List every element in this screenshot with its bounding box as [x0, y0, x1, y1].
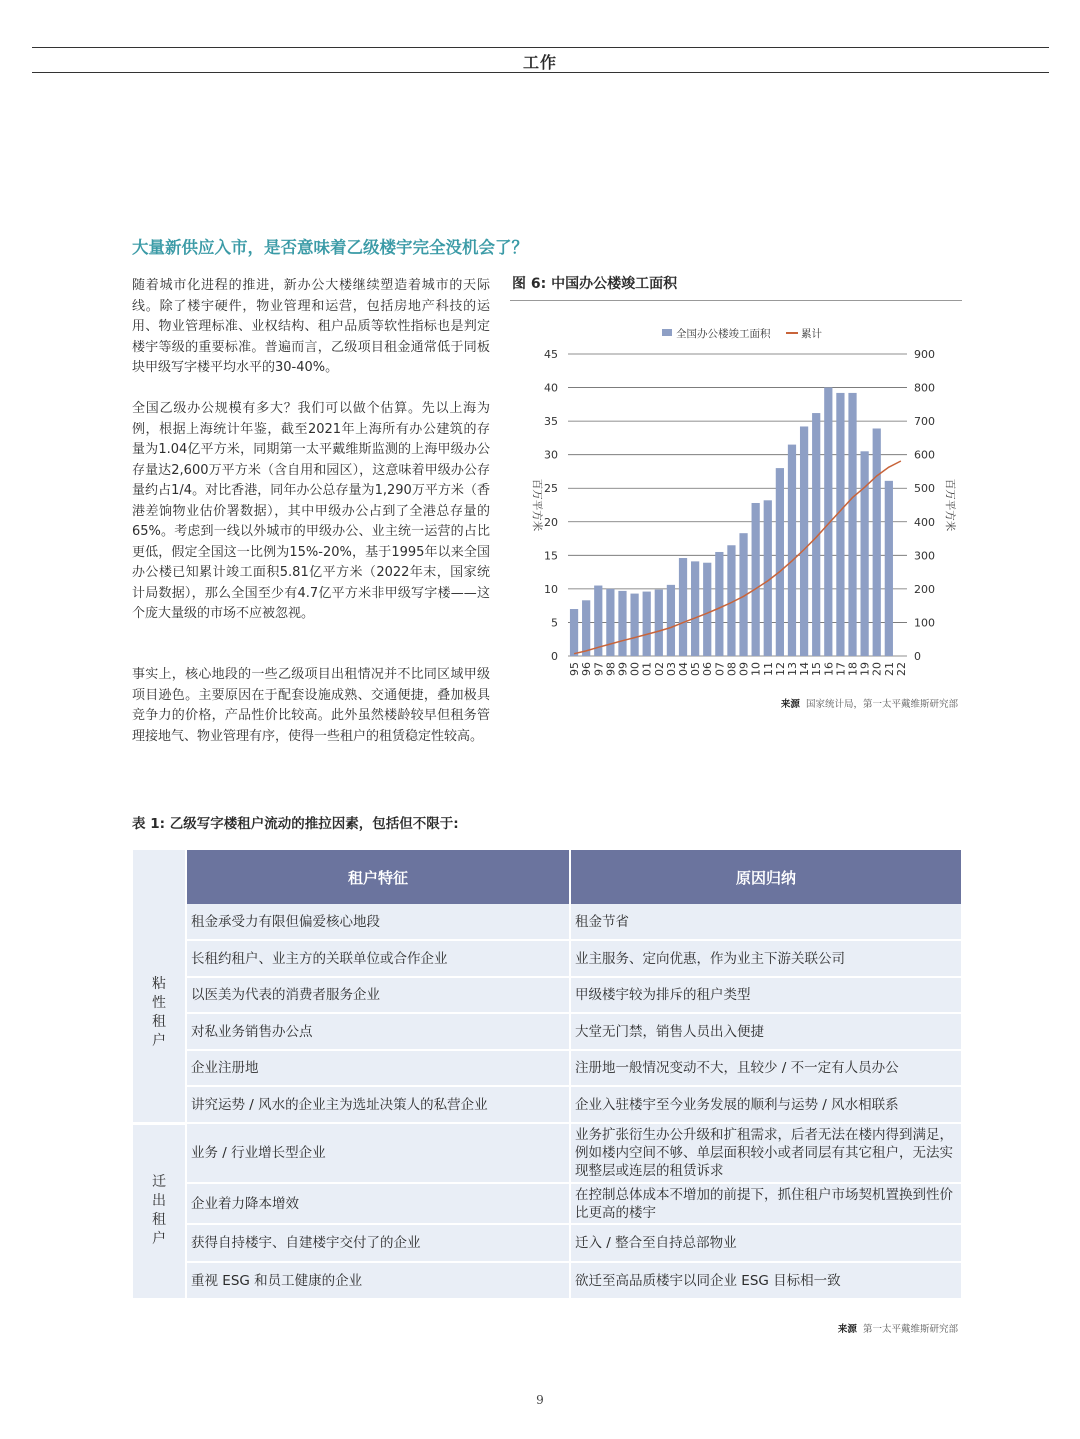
x-tick-label: 98 — [604, 662, 618, 676]
table-row — [133, 1183, 962, 1224]
bar-21 — [885, 481, 893, 656]
y-tick-label-right: 600 — [914, 448, 935, 462]
table-row — [133, 1262, 962, 1299]
header-rule-top — [32, 47, 1049, 48]
table-header-row — [133, 850, 962, 904]
x-tick-label: 15 — [810, 662, 824, 676]
bar-14 — [800, 426, 808, 656]
table-cell-reason: 租金节省 — [570, 904, 962, 940]
table-cell-feature: 长租约租户、业主方的关联单位或合作企业 — [186, 940, 570, 977]
bar-17 — [836, 393, 844, 656]
table-cell-reason: 企业入驻楼宇至今业务发展的顺利与运势 / 风水相联系 — [570, 1086, 962, 1123]
office-completion-chart — [510, 318, 962, 690]
legend-bar-swatch — [662, 329, 672, 336]
table-row — [133, 1086, 962, 1123]
x-tick-label: 99 — [616, 662, 630, 676]
table-cell-feature: 企业注册地 — [186, 1050, 570, 1086]
table-source-text: 第一太平戴维斯研究部 — [862, 1324, 958, 1335]
figure-rule — [510, 300, 962, 301]
x-tick-label: 21 — [882, 662, 896, 676]
y-tick-label-right: 300 — [914, 549, 935, 563]
x-tick-label: 22 — [894, 662, 908, 676]
bar-05 — [691, 561, 699, 656]
body-paragraph-2: 全国乙级办公规模有多大？我们可以做个估算。先以上海为例，根据上海统计年鉴，截至2021年上海所有办公建筑的存量为1.04亿平方米，同期第一太平戴维斯监测的上海甲级办公存量达2,600万平方米（含自用和园区），这意味着甲级办公存量约占1/4。对比香港，同年办公总存量为1,290万平方米（香港差饷物业估价署数据），其中甲级办公占到了全港总存量的65%。考虑到一线以外城市的甲级办公、业主统一运营的占比更低，假定全国这一比例为15%-20%，基于1995年以来全国办公楼已知累计竣工面积5.81亿平方米（2022年末，国家统计局数据），那么全国至少有4.7亿平方米非甲级写字楼——这个庞大量级的市场不应被忽视。 — [132, 401, 490, 621]
table-header-tenant-feature: 租户特征 — [186, 850, 570, 904]
table-cell-feature: 以医美为代表的消费者服务企业 — [186, 977, 570, 1013]
table-cell-feature: 讲究运势 / 风水的企业主为选址决策人的私营企业 — [186, 1086, 570, 1123]
y-tick-label-left: 20 — [544, 515, 558, 529]
x-tick-label: 12 — [773, 662, 787, 676]
figure-title: 图 6: 中国办公楼竣工面积 — [512, 276, 678, 292]
y-tick-label-right: 900 — [914, 348, 935, 361]
bar-10 — [752, 503, 760, 656]
y-tick-label-right: 500 — [914, 482, 935, 496]
figure-source — [781, 696, 958, 710]
x-tick-label: 97 — [592, 662, 606, 676]
table-cell-reason: 注册地一般情况变动不大，且较少 / 不一定有人员办公 — [570, 1050, 962, 1086]
table-row — [133, 977, 962, 1013]
table-cell-feature: 获得自持楼宇、自建楼宇交付了的企业 — [186, 1224, 570, 1262]
section-heading: 大量新供应入市，是否意味着乙级楼宇完全没机会了？ — [132, 238, 528, 257]
page-number: 9 — [536, 1393, 544, 1407]
table-cell-feature: 租金承受力有限但偏爱核心地段 — [186, 904, 570, 940]
bar-00 — [630, 594, 638, 656]
y-tick-label-left: 0 — [551, 650, 558, 663]
bar-99 — [618, 591, 626, 656]
table-source-label: 来源 — [837, 1324, 857, 1335]
bar-97 — [594, 586, 602, 656]
table-row — [133, 940, 962, 977]
table-cell-reason: 大堂无门禁，销售人员出入便捷 — [570, 1013, 962, 1050]
table-row — [133, 904, 962, 940]
x-tick-label: 20 — [870, 662, 884, 676]
x-tick-label: 14 — [798, 662, 812, 676]
x-tick-label: 05 — [689, 662, 703, 676]
x-tick-label: 02 — [652, 662, 666, 676]
group-label-moving-out-tenants: 迁 出 租 户 — [133, 1123, 186, 1299]
x-tick-label: 03 — [664, 662, 678, 676]
x-tick-label: 17 — [834, 662, 848, 676]
table-cell-feature: 企业着力降本增效 — [186, 1183, 570, 1224]
x-tick-label: 11 — [761, 662, 775, 676]
figure-source-text: 国家统计局，第一太平戴维斯研究部 — [805, 699, 958, 710]
bar-07 — [715, 552, 723, 656]
y-tick-label-right: 700 — [914, 415, 935, 429]
x-tick-label: 01 — [640, 662, 654, 676]
x-tick-label: 95 — [568, 662, 582, 676]
y-tick-label-left: 5 — [551, 616, 558, 630]
x-tick-label: 04 — [677, 662, 691, 676]
y-tick-label-left: 15 — [544, 549, 558, 563]
x-tick-label: 19 — [858, 662, 872, 676]
bar-95 — [570, 609, 578, 656]
x-tick-label: 96 — [580, 662, 594, 676]
x-tick-label: 06 — [701, 662, 715, 676]
table-header-reason: 原因归纳 — [570, 850, 962, 904]
body-paragraph-1: 随着城市化进程的推进，新办公大楼继续塑造着城市的天际线。除了楼宇硬件，物业管理和运营，包括房地产科技的运用、物业管理标准、业权结构、租户品质等软性指标也是判定楼宇等级的重要标准。普遍而言，乙级项目租金通常低于同板块甲级写字楼平均水平的30-40%。 — [132, 278, 490, 375]
body-paragraph-3: 事实上，核心地段的一些乙级项目出租情况并不比同区域甲级项目逊色。主要原因在于配套设施成熟、交通便捷，叠加极具竞争力的价格，产品性价比较高。此外虽然楼龄较早但租务管理接地气、物业管理有序，使得一些租户的租赁稳定性较高。 — [132, 667, 490, 744]
bar-20 — [873, 428, 881, 656]
bar-19 — [861, 451, 869, 656]
y-tick-label-right: 100 — [914, 616, 935, 630]
x-tick-label: 18 — [846, 662, 860, 676]
table-source — [838, 1321, 958, 1335]
bar-02 — [655, 590, 663, 656]
table-cell-reason: 迁入 / 整合至自持总部物业 — [570, 1224, 962, 1262]
bar-12 — [776, 468, 784, 656]
y-tick-label-left: 45 — [544, 348, 558, 361]
y-tick-label-left: 10 — [544, 582, 558, 596]
bar-98 — [606, 589, 614, 656]
table-header-corner — [133, 850, 186, 904]
table-cell-reason: 欲迁至高品质楼宇以同企业 ESG 目标相一致 — [570, 1262, 962, 1299]
x-tick-label: 07 — [713, 662, 727, 676]
bar-13 — [788, 445, 796, 656]
table-cell-feature: 重视 ESG 和员工健康的企业 — [186, 1262, 570, 1299]
table-cell-reason: 甲级楼宇较为排斥的租户类型 — [570, 977, 962, 1013]
bar-06 — [703, 563, 711, 656]
figure-source-label: 来源 — [780, 699, 800, 710]
table-cell-reason: 业务扩张衍生办公升级和扩租需求，后者无法在楼内得到满足，例如楼内空间不够、单层面积较小或者同层有其它租户，无法实现整层或连层的租赁诉求 — [570, 1123, 962, 1183]
bar-04 — [679, 558, 687, 656]
bar-01 — [643, 592, 651, 656]
x-tick-label: 09 — [737, 662, 751, 676]
x-tick-label: 10 — [749, 662, 763, 676]
table-row — [133, 1050, 962, 1086]
x-tick-label: 00 — [628, 662, 642, 676]
tenant-factors-table — [133, 850, 963, 1301]
table-cell-reason: 业主服务、定向优惠，作为业主下游关联公司 — [570, 940, 962, 977]
bar-96 — [582, 600, 590, 656]
table-cell-feature: 对私业务销售办公点 — [186, 1013, 570, 1050]
table-title: 表 1: 乙级写字楼租户流动的推拉因素，包括但不限于: — [132, 816, 459, 832]
legend-bar-label: 全国办公楼竣工面积 — [676, 328, 771, 340]
y-tick-label-left: 30 — [544, 448, 558, 462]
x-tick-label: 13 — [785, 662, 799, 676]
table-row — [133, 1123, 962, 1183]
y-tick-label-right: 400 — [914, 515, 935, 529]
table-row — [133, 1013, 962, 1050]
y-axis-label-right: 百万平方米 — [944, 478, 956, 532]
header-rule-bottom — [32, 72, 1049, 73]
legend-line-label: 累计 — [801, 328, 822, 340]
y-tick-label-left: 35 — [544, 415, 558, 429]
y-tick-label-right: 200 — [914, 582, 935, 596]
y-tick-label-left: 25 — [544, 482, 558, 496]
page-header-title: 工作 — [522, 53, 557, 72]
y-tick-label-right: 800 — [914, 381, 935, 395]
bar-18 — [848, 393, 856, 656]
group-label-sticky-tenants: 粘 性 租 户 — [133, 904, 186, 1123]
y-tick-label-right: 0 — [914, 650, 921, 663]
table-cell-feature: 业务 / 行业增长型企业 — [186, 1123, 570, 1183]
x-tick-label: 16 — [822, 662, 836, 676]
x-tick-label: 08 — [725, 662, 739, 676]
y-axis-label-left: 百万平方米 — [531, 478, 543, 532]
bar-03 — [667, 585, 675, 656]
table-cell-reason: 在控制总体成本不增加的前提下，抓住租户市场契机置换到性价比更高的楼宇 — [570, 1183, 962, 1224]
y-tick-label-left: 40 — [544, 381, 558, 395]
table-row — [133, 1224, 962, 1262]
